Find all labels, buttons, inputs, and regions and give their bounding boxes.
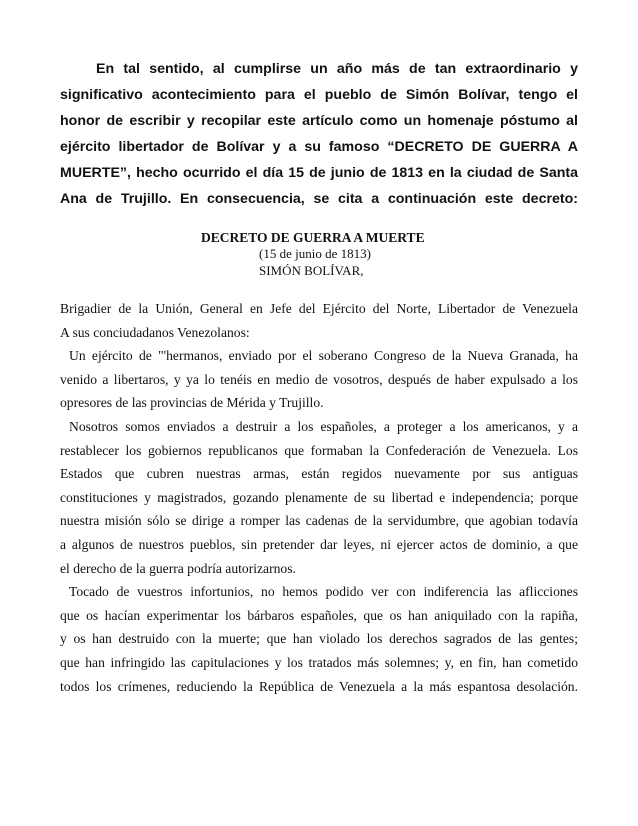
- body-line: el derecho de la guerra podría autorizarnos.: [60, 560, 296, 576]
- intro-paragraph: [60, 56, 578, 212]
- body-line: Nosotros somos enviados a destruir a los españoles, a proteger a los americanos, y a: [69, 418, 578, 434]
- intro-line: MUERTE”, hecho ocurrido el día 15 de junio de 1813 en la ciudad de Santa: [60, 165, 578, 181]
- body-line: nuestra misión sólo se dirige a romper las cadenas de la servidumbre, que agobian todavía: [60, 513, 578, 529]
- decree-date: (15 de junio de 1813): [259, 246, 371, 261]
- body-line: A sus conciudadanos Venezolanos:: [60, 324, 250, 340]
- body-line: Estados que cubren nuestras armas, están regidos nuevamente por sus antiguas: [60, 466, 578, 482]
- body-line: que han infringido las capitulaciones y los tratados más solemnes; y, en fin, han cometido: [60, 654, 578, 670]
- body-line: constituciones y magistrados, gozando plenamente de su libertad e independencia; porque: [60, 489, 578, 505]
- intro-line: honor de escribir y recopilar este artículo como un homenaje póstumo al: [60, 113, 578, 129]
- intro-line: ejército libertador de Bolívar y a su famoso “DECRETO DE GUERRA A: [60, 139, 578, 155]
- body-line: venido a libertaros, y ya lo tenéis en medio de vosotros, después de haber expulsado a los: [60, 371, 578, 387]
- body-line: a algunos de nuestros pueblos, sin pretender dar leyes, ni ejercer actos de dominio, a que: [60, 536, 578, 552]
- decree-body: [60, 297, 578, 698]
- intro-line: Ana de Trujillo. En consecuencia, se cita a continuación este decreto:: [60, 191, 578, 207]
- body-line: opresores de las provincias de Mérida y Trujillo.: [60, 395, 324, 411]
- decree-author: SIMÓN BOLÍVAR,: [259, 263, 364, 278]
- decree-title: DECRETO DE GUERRA A MUERTE: [201, 230, 425, 245]
- body-line: restablecer los gobiernos republicanos que formaban la Confederación de Venezuela. Los: [60, 442, 578, 458]
- body-line: y os han destruido con la muerte; que han violado los derechos sagrados de las gentes;: [60, 631, 578, 647]
- body-line: todos los crímenes, reduciendo la República de Venezuela a la más espantosa desolación.: [60, 678, 578, 694]
- intro-line: En tal sentido, al cumplirse un año más de tan extraordinario y: [96, 61, 578, 77]
- body-line: Brigadier de la Unión, General en Jefe del Ejército del Norte, Libertador de Venezuela: [60, 301, 578, 316]
- body-line: que os hacían experimentar los bárbaros españoles, que os han aniquilado con la rapiña,: [60, 607, 578, 623]
- body-line: Tocado de vuestros infortunios, no hemos podido ver con indiferencia las aflicciones: [69, 584, 578, 600]
- intro-line: significativo acontecimiento para el pueblo de Simón Bolívar, tengo el: [60, 87, 578, 103]
- body-line: Un ejército de "'hermanos, enviado por el soberano Congreso de la Nueva Granada, ha: [69, 348, 578, 364]
